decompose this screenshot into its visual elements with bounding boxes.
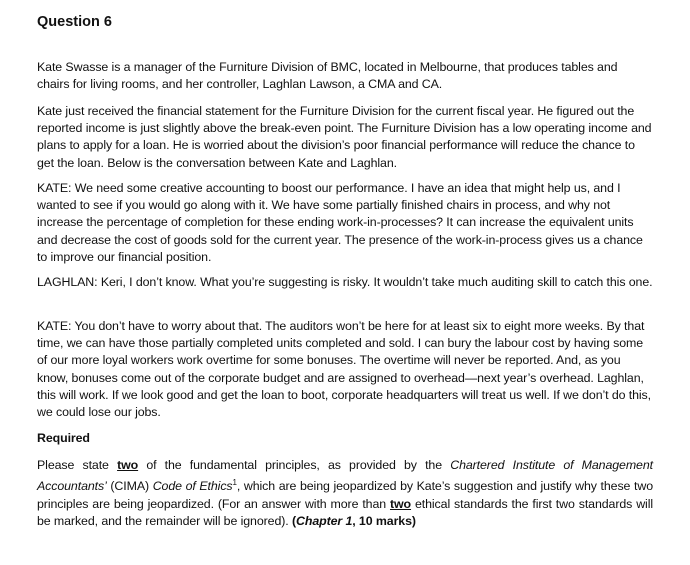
req-cima-name: Chartered Institute of Management Accountants’ (37, 458, 653, 494)
req-chapter: Chapter 1 (296, 513, 353, 528)
req-code-of-ethics: Code of Ethics (152, 479, 233, 494)
question-heading: Question 6 (37, 14, 112, 30)
paragraph-laghlan: LAGHLAN: Keri, I don’t know. What you’re suggesting is risky. It wouldn’t take much auditing skill to catch this one. (37, 275, 653, 289)
req-footnote-ref: 1 (232, 478, 237, 488)
req-text-3: (CIMA) (106, 479, 153, 494)
req-emph-two-2: two (389, 496, 412, 511)
required-instructions (37, 457, 653, 530)
paragraph-context: Kate just received the financial statement for the Furniture Division for the current fiscal year. He figured out the reported income is just slightly above the break-even point. The Furniture Division has a low operating income and plans to apply for a loan. He is worried about the division’s poor financial performance will reduce the chance to get the loan. Below is the conversation between Kate and Laghlan. (37, 104, 652, 170)
paragraph-kate-2: KATE: You don’t have to worry about that. The auditors won’t be here for at least six to eight more weeks. By that time, we can have those partially completed units completed and sold. I can bury the labour cost by having some of our more loyal workers work overtime for some bonuses. The overtime will never be reported. And, as you know, bonuses come out of the corporate budget and are assigned to overhead—next year’s overhead. Laghlan, this will work. If we look good and get the loan to boot, corporate headquarters will treat us well. If we don’t do this, we could lose our jobs. (37, 319, 651, 420)
req-emph-two-1: two (117, 458, 139, 472)
req-marks-open: ( (291, 513, 296, 528)
req-text-2: of the fundamental principles, as provided by the (138, 458, 451, 472)
paragraph-intro: Kate Swasse is a manager of the Furniture Division of BMC, located in Melbourne, that produces tables and chairs for living rooms, and her controller, Laghlan Lawson, a CMA and CA. (37, 60, 618, 92)
req-text-4: , which are being jeopardized by Kate’s suggestion and justify why these two principles are being jeopardized. (For an answer with more than (37, 479, 653, 511)
req-text-1: Please state (37, 458, 118, 472)
req-text-5: ethical standards the first two standards will be marked, and the remainder will be ignored). (37, 496, 653, 528)
req-marks: , 10 marks) (352, 513, 416, 528)
paragraph-kate-1: KATE: We need some creative accounting to boost our performance. I have an idea that might help us, and I wanted to see if you would go along with it. We have some partially finished chairs in process, and why not increase the percentage of completion for these ending work-in-processes? It can increase the equivalent units and decrease the cost of goods sold for the current year. The presence of the work-in-process gives us a chance to improve our financial position. (37, 181, 643, 264)
required-heading: Required (37, 431, 90, 445)
